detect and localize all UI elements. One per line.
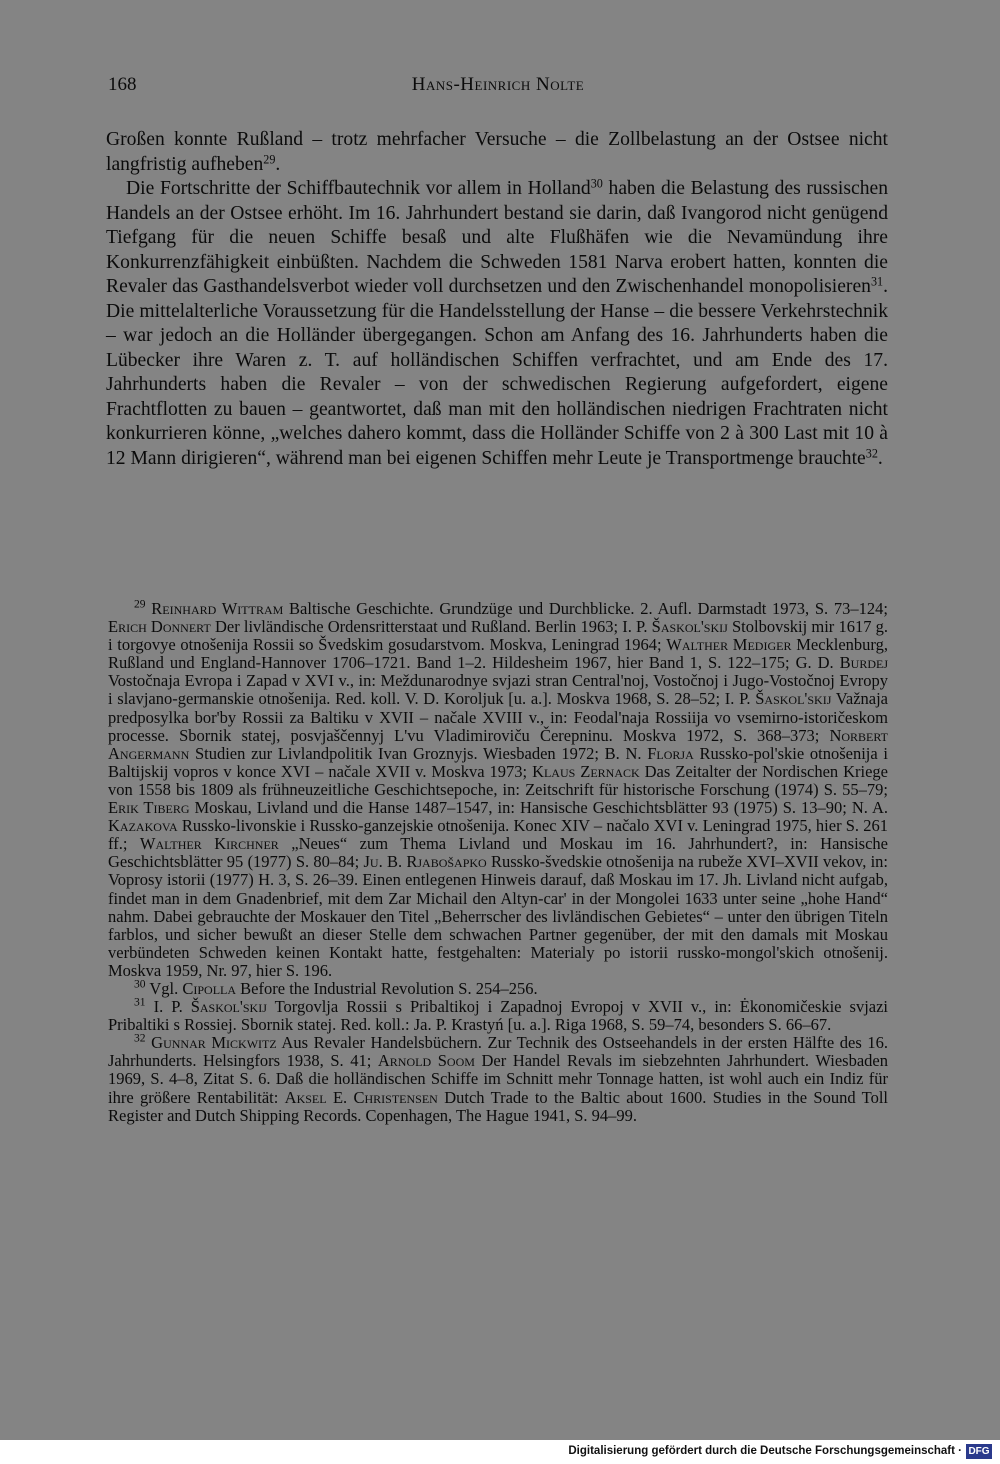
footnote-32: $^{32}$ Gunnar Mickwitz Aus Revaler Handelsbüchern. Zur Technik des Ostseehandels in der ersten Hälfte des 16. Jahrhunderts. Helsingfors 1938, S. 41; Arnold Soom Der Handel Revals im siebzehnten Jahrhundert. Wiesbaden 1969, S. 4–8, Zitat S. 6. Daß die holländischen Schiffe im Schnitt mehr Tonnage hatten, ist wohl auch ein Indiz für ihre größere Rentabilität: Aksel E. Christensen Dutch Trade to the Baltic about 1600. Studies in the Sound Toll Register and Dutch Shipping Records. Copenhagen, The Hague 1941, S. 94–99. (108, 1032, 889, 1125)
footnote-30: $^{30}$ Vgl. Cipolla Before the Industrial Revolution S. 254–256. (134, 978, 538, 998)
page-number: 168 (108, 74, 137, 95)
footnote-29: $^{29}$ Reinhard Wittram Baltische Geschichte. Grundzüge und Durchblicke. 2. Aufl. Darmstadt 1973, S. 73–124; Erich Donnert Der livländische Ordensritterstaat und Rußland. Berlin 1963; I. P. Šaskol'skij Stolbovskij mir 1617 g. i torgovye otnošenija Rossii so Švedskim gosudarstvom. Moskva, Leningrad 1964; Walther Mediger Mecklenburg, Rußland und England-Hannover 1706–1721. Band 1–2. Hildesheim 1967, hier Band 1, S. 122–175; G. D. Burdej Vostočnaja Evropa i Zapad v XVI v., in: Meždunarodnye svjazi stran Central'noj, Vostočnoj i Jugo-Vostočnoj Evropy i slavjano-germanskie otnošenija. Red. koll. V. D. Koroljuk [u. a.]. Moskva 1968, S. 28–52; I. P. Šaskol'skij Važnaja predposylka bor'by Rossii za Baltiku v XVII – načale XVIII v., in: Feodal'naja Rossiija vo vsemirno-istoričeskom processe. Sbornik statej, posvjaščennyj L'vu Vladimiroviču Čerepninu. Moskva 1972, S. 368–373; Norbert Angermann Studien zur Livlandpolitik Ivan Groznyjs. Wiesbaden 1972; B. N. Florja Russko-pol'skie otnošenija i Baltijskij vopros v konce XVI – načale XVII v. Moskva 1973; Klaus Zernack Das Zeitalter der Nordischen Kriege von 1558 bis 1809 als frühneuzeitliche Geschichtsepoche, in: Zeitschrift für historische Forschung (1974) S. 55–79; Erik Tiberg Moskau, Livland und die Hanse 1487–1547, in: Hansische Geschichtsblätter 93 (1975) S. 13–90; N. A. Kazakova Russko-livonskie i Russko-ganzejskie otnošenija. Konec XIV – načalo XVI v. Leningrad 1975, hier S. 261 ff.; Walther Kirchner „Neues“ zum Thema Livland und Moskau im 16. Jahrhundert?, in: Hansische Geschichtsblätter 95 (1977) S. 80–84; Ju. B. Rjabošapko Russko-švedskie otnošenija na rubeže XVI–XVII vekov, in: Voprosy istorii (1977) H. 3, S. 26–39. Einen entlegenen Hinweis darauf, daß Moskau im 17. Jh. Livland nicht aufgab, findet man in dem Gnadenbrief, mit dem Zar Michail den Altyn-car' in der Mongolei 1633 unter seine „hohe Hand“ nahm. Dabei gebrauchte der Moskauer den Titel „Beherrscher des livländischen Gebietes“ – unter den übrigen Titeln farblos, und sicher bewußt an dieser Stelle dem schwachen Partner gegenüber, der mit den damals mit Moskau verbündeten Schweden keinen Kontakt hatte, festgehalten: Materialy po istorii russko-mongol'skich otnošenij. Moskva 1959, Nr. 97, hier S. 196. (108, 598, 889, 980)
funding-credit: Digitalisierung gefördert durch die Deutsche Forschungsgemeinschaft · (568, 1445, 962, 1457)
digitization-footer (0, 1440, 1000, 1464)
footnote-ref: 31 (870, 274, 884, 289)
footnote-ref: 30 (590, 176, 603, 191)
footnotes (108, 600, 888, 1125)
paragraph-1: Großen konnte Rußland – trotz mehrfacher Versuche – die Zollbelastung an der Ostsee nicht langfristig aufheben$^{29}$. (106, 129, 888, 175)
dfg-logo-icon: DFG (966, 1444, 992, 1459)
paragraph-2: Die Fortschritte der Schiffbautechnik vor allem in Holland$^{30}$ haben die Belastung des russischen Handels an der Ostsee erhöht. Im 16. Jahrhundert bestand sie darin, daß Ivangorod nicht genügend Tiefgang für die neuen Schiffe besaß und alte Flußhäfen wie die Nevamündung ihre Konkurrenzfähigkeit einbüßten. Nachdem die Schweden 1581 Narva erobert hatten, konnten die Revaler das Gasthandelsverbot wieder voll durchsetzen und den Zwischenhandel monopolisieren$^{31}$. Die mittelalterliche Voraussetzung für die Handelsstellung der Hanse – die bessere Verkehrstechnik – war jedoch an die Holländer übergegangen. Schon am Anfang des 16. Jahrhunderts haben die Lübecker ihre Waren z. T. auf holländischen Schiffen verfrachtet, und am Ende des 17. Jahrhunderts haben die Revaler – von der schwedischen Regierung aufgefordert, eigene Frachtflotten zu bauen – geantwortet, daß man mit den holländischen niedrigen Frachtraten nicht konkurrieren könne, „welches dahero kommt, dass die Holländer Schiffe von 2 à 300 Last mit 10 à 12 Mann dirigieren“, während man bei eigenen Schiffen mehr Leute je Transportmenge brauchte$^{32}$. (106, 176, 888, 469)
footnote-number: 30 (134, 978, 146, 991)
footnote-number: 31 (134, 996, 146, 1009)
body-text (106, 128, 888, 471)
footnote-ref: 29 (263, 151, 276, 166)
footnote-number: 29 (134, 598, 146, 611)
running-head: Hans-Heinrich Nolte (411, 74, 585, 95)
footnote-ref: 32 (865, 445, 878, 460)
footnote-number: 32 (134, 1032, 146, 1045)
footnote-31: $^{31}$ I. P. Šaskol'skij Torgovlja Rossii s Pribaltikoj i Zapadnoj Evropoj v XVII v., in: Ėkonomičeskie svjazi Pribaltiki s Rossiej. Sbornik statej. Red. koll.: Ja. P. Krastyń [u. a.]. Riga 1968, S. 59–74, besonders S. 66–67. (108, 996, 889, 1035)
